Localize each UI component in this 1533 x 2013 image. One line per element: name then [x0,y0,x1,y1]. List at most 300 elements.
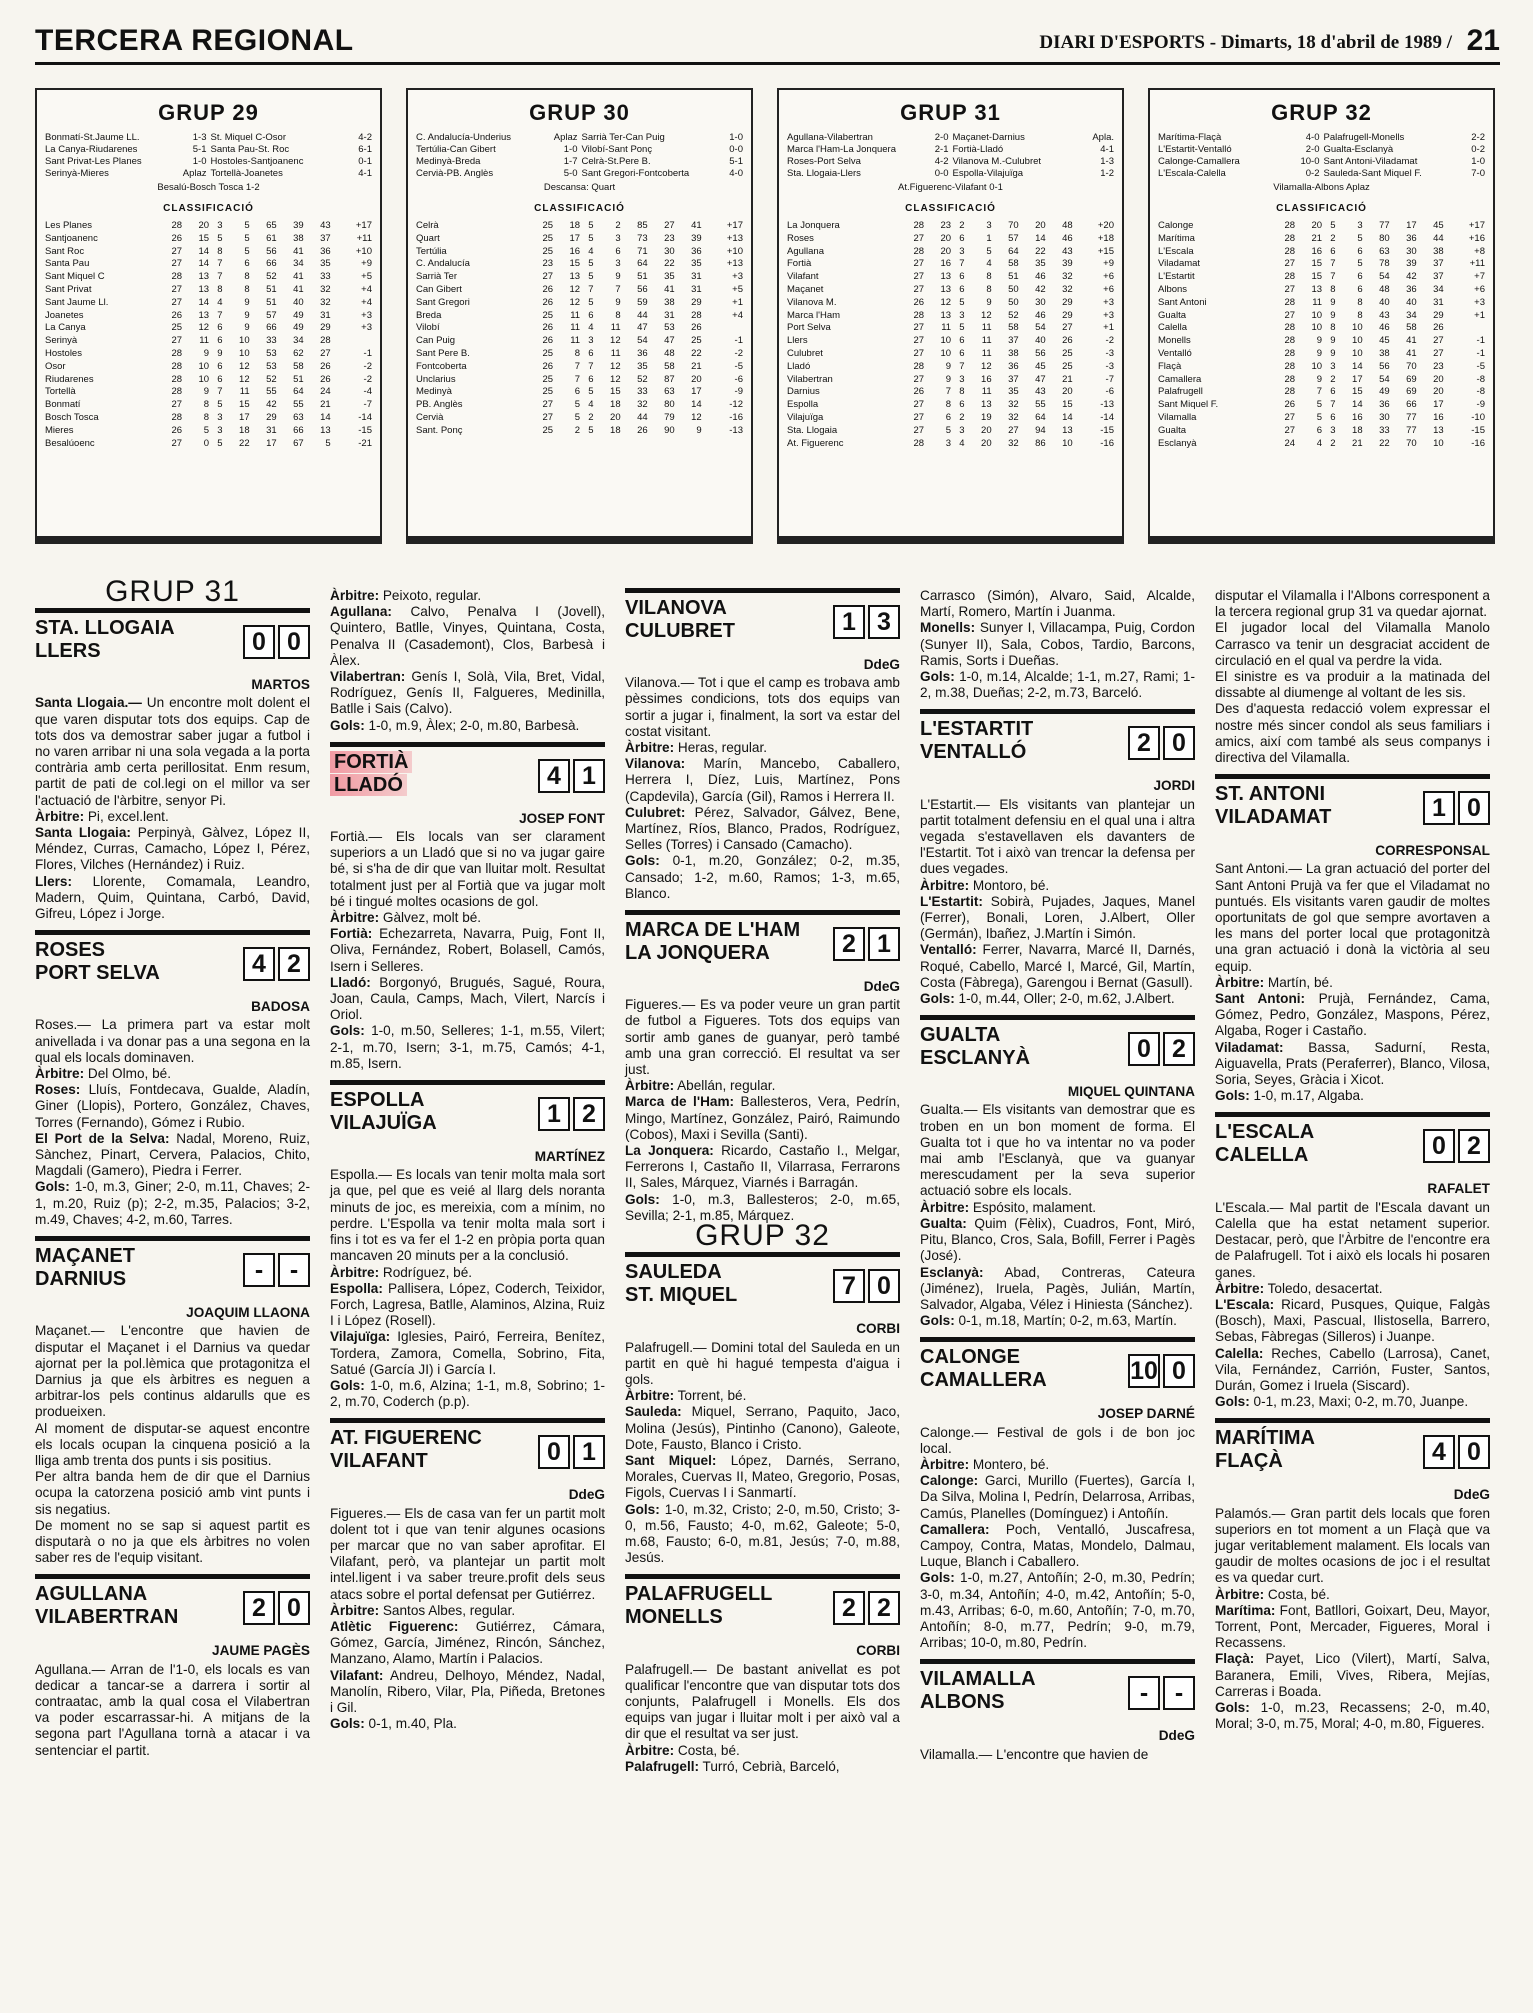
paragraph [330,910,605,926]
table-cell: 9 [203,347,210,359]
table-cell: 9 [217,347,223,359]
table-cell: 6 [959,399,965,411]
table-cell: 20 [940,232,952,244]
paragraph [920,588,1195,620]
article-continuation [330,588,605,734]
table-row [45,348,372,361]
paragraph [920,1425,1195,1457]
byline: MARTÍNEZ [534,1149,605,1165]
table-cell: 57 [1008,232,1019,244]
table-cell: 27 [171,283,183,295]
table-cell: 21 [691,360,702,372]
paragraph-lead: Gols: [920,1570,955,1586]
score-digit: 2 [1458,1129,1490,1163]
byline: DdeG [863,979,900,995]
paragraph-text: Lluís, Fontdecava, Gualde, Aladín, Giner (Llopis), Portero, González, Chaves, Torres (Fernando), Gómez i Rubio. [35,1082,310,1130]
result-cell: 4-1 [358,168,372,179]
paragraph-text: Font, Batllori, Goixart, Deu, Mayor, Torrent, Pont, Mercader, Figueres, Moral i Recassens. [1215,1602,1490,1651]
match-report [35,608,310,922]
table-cell: 27 [913,322,925,334]
box-underline [408,536,751,542]
table-row [45,438,372,451]
byline: JAUME PAGÈS [212,1643,310,1659]
table-cell: 61 [266,232,277,244]
table-cell: 26 [913,296,925,308]
table-cell: La Canya [45,322,86,334]
table-row [416,271,743,284]
article-continuation [920,588,1195,701]
result-cell: 0-1 [358,156,372,167]
table-cell: 3 [959,424,965,436]
paragraph [625,1388,900,1404]
paragraph [1215,588,1490,620]
paragraph [330,669,605,718]
table-cell: 7 [217,309,223,321]
table-cell: 27 [542,399,554,411]
table-cell: 25 [691,335,702,347]
table-cell: 4 [588,245,594,257]
score-digit: 1 [833,605,865,639]
result-cell: 5-1 [192,144,207,155]
table-cell: 38 [1379,347,1390,359]
table-cell: 77 [1406,424,1417,436]
table-cell: 56 [1379,360,1390,372]
table-cell: 14 [691,399,702,411]
table-cell: -16 [1100,437,1114,449]
paragraph [35,1131,310,1180]
score-box [833,1269,900,1303]
table-cell: -4 [363,386,372,398]
article-continuation [1215,588,1490,766]
paragraph [920,1570,1195,1651]
table-cell: 63 [664,386,675,398]
table-cell: At. Figuerenc [787,437,844,449]
table-cell: 5 [203,424,210,436]
paragraph [1215,701,1490,766]
paragraph [330,1378,605,1410]
paragraph [920,1200,1195,1216]
result-cell: 0-0 [934,168,949,179]
table-cell: 20 [610,411,621,423]
result-cell: Aplaz [553,132,578,143]
team-name: L'ESCALA [1215,1121,1315,1144]
table-cell: 27 [171,335,183,347]
table-cell: 16 [981,373,992,385]
table-cell: 17 [569,232,581,244]
table-cell: -9 [1476,399,1485,411]
table-cell: 9 [986,296,992,308]
table-row [45,258,372,271]
masthead [35,22,1500,65]
table-cell: 13 [981,399,992,411]
group-title: GRUP 32 [1271,100,1372,125]
table-cell: -9 [734,386,743,398]
table-cell: 25 [542,245,554,257]
paragraph-text: 1-0, m.17, Algaba. [1249,1088,1364,1104]
table-cell: 14 [198,258,210,270]
table-cell: 28 [1284,220,1296,231]
paragraph [920,1102,1195,1199]
table-cell: 28 [1284,322,1296,334]
table-row [787,399,1114,412]
table-cell: 36 [691,245,702,257]
table-cell: 36 [1379,399,1390,411]
table-cell: 25 [171,322,183,334]
table-cell: 10 [1311,322,1323,334]
paragraph [920,1313,1195,1329]
match-header [920,1015,1195,1082]
table-cell: 52 [266,373,277,385]
table-cell: 23 [542,258,554,270]
paragraph [920,669,1195,701]
paragraph-lead: Flaçà: [1215,1651,1255,1667]
table-cell: 27 [913,399,925,411]
score-digit: 4 [538,759,570,793]
table-cell: 5 [1357,232,1363,244]
table-row [45,297,372,310]
table-cell: 66 [293,424,304,436]
table-cell: 27 [1284,309,1296,321]
paragraph [1215,1281,1490,1297]
paragraph-lead: Llers: [35,873,73,889]
table-cell: 26 [171,309,183,321]
paragraph [920,1473,1195,1522]
team-name: VENTALLÓ [920,741,1027,764]
table-cell: 17 [239,411,250,423]
paragraph-text: Fortià.— Els locals van ser clarament superiors a un Lladó que si no va jugar gaire bé, si s'ha de dir que van lluitar molt. Resultat totalment just per al Fortià que va jugar molt bé i tingué moltes ocasions de gol. [330,829,605,909]
table-cell: 46 [1062,232,1073,244]
table-cell: 26 [691,322,702,334]
table-cell: 18 [569,220,581,231]
result-cell: Sant Antoni-Viladamat [1323,156,1418,167]
paragraph-lead: Gols: [330,1377,365,1393]
table-cell: 13 [940,309,952,321]
table-cell: 20 [940,245,952,257]
table-row [416,310,743,323]
table-cell: +3 [1103,309,1114,321]
byline: JOSEP FONT [519,810,605,826]
table-cell: 47 [1035,373,1046,385]
table-cell: 7 [615,283,621,295]
paragraph-text: Ricard, Pusques, Quique, Falgàs (Bosch), Maxi, Pascual, Ilistosella, Barrero, Sebas, Fàbregas (Silleros) i Juanpe. [1215,1296,1490,1345]
table-cell: 11 [610,347,621,359]
table-cell: Roses [787,232,814,244]
table-cell: -10 [1471,411,1485,423]
table-cell: 5 [244,220,250,231]
paragraph-lead: Àrbitre: [625,1388,675,1404]
paragraph [625,1453,900,1502]
paragraph [625,1662,900,1743]
score-box [1423,791,1490,825]
table-cell: 29 [320,322,331,334]
table-row [416,399,743,412]
paragraph [330,1265,605,1281]
table-cell: 6 [959,347,965,359]
table-cell: 18 [610,399,621,411]
result-cell: 2-0 [934,132,949,143]
score-box [1128,1032,1195,1066]
table-cell: 11 [610,322,621,334]
table-cell: 27 [171,437,183,449]
result-cell: Sant Gregori-Fontcoberta [581,168,690,179]
group-heading: GRUP 32 [695,1219,830,1253]
result-cell: La Canya-Riudarenes [45,144,138,155]
table-cell: 35 [691,258,702,270]
table-cell: 39 [293,220,304,231]
table-cell: 48 [1379,283,1390,295]
table-cell: -5 [1476,360,1485,372]
paragraph-text: Pallisera, López, Coderch, Teixidor, Forch, Lagresa, Batlle, Alaminos, Alzina, Ruiz I i López (Rosell). [330,1280,605,1329]
team-name: VILANOVA [625,597,727,619]
table-cell: -5 [734,360,743,372]
paragraph-lead: Àrbitre: [330,1602,380,1618]
paragraph [1215,1587,1490,1603]
table-cell: C. Andalucía [416,258,470,270]
table-cell: 85 [637,220,648,231]
table-cell: Hostoles [45,347,82,359]
table-cell: Marca l'Ham [787,309,841,321]
match-header [35,930,310,997]
paragraph-text: Un encontre molt dolent el que varen disputar tots dos equips. Cap de tots dos va demostrar saber jugar a futbol i no varen arribar ni una sola vegada a la porta contrària amb certa perillositat. Enm resum, partit de pati de col.legi on el millor va ser l'actuació de l'àrbitre, senyor Pi. [35,695,311,808]
table-cell: 5 [588,258,594,270]
table-cell: 13 [198,271,210,283]
table-cell: 22 [239,437,250,449]
table-cell: 47 [664,335,675,347]
table-cell: 26 [171,424,183,436]
table-cell: 43 [1035,386,1046,398]
score-digit: 3 [868,605,900,639]
paragraph-text: Garci, Murillo (Fuertes), García I, Da Silva, Molina I, Pedrín, Delarrosa, Arribas, Camús, Planelles (Domínguez) i Antoñín. [920,1473,1195,1521]
paragraph-text: Pi, excel.lent. [84,808,169,824]
table-cell: 41 [664,283,675,295]
table-cell: Vilanova M. [787,296,837,308]
table-cell: +7 [1474,271,1485,283]
table-cell: 14 [1035,232,1046,244]
paragraph-lead: Sauleda: [625,1404,682,1420]
table-cell: 5 [1357,258,1363,270]
table-cell: 7 [217,271,223,283]
result-cell: 4-0 [729,168,743,179]
result-cell: 1-7 [563,156,578,167]
table-cell: 20 [1433,386,1444,398]
byline: DdeG [1158,1728,1195,1744]
score-digit: 10 [1128,1354,1160,1388]
result-cell: 4-2 [934,156,949,167]
table-cell: 14 [1352,360,1363,372]
table-row [45,412,372,425]
score-digit: 0 [1458,791,1490,825]
paragraph [35,1469,310,1518]
classification-table [45,220,372,450]
result-cell: Marítima-Flaçà [1158,132,1222,143]
paragraph [1215,1651,1490,1700]
result-cell: 4-1 [1100,144,1114,155]
table-cell: 14 [1352,399,1363,411]
table-cell: 37 [1433,258,1444,270]
page-number: 21 [1466,24,1500,57]
table-cell: 12 [981,360,992,372]
paragraph-text: Pérez, Salvador, Gálvez, Bene, Martínez, Ríos, Blanco, Prados, Rodríguez, Selles (Torres) i Cansado (Camacho). [625,804,900,853]
table-cell: 58 [1406,322,1417,334]
table-cell: -2 [363,373,372,385]
result-cell: Maçanet-Darnius [952,132,1025,143]
table-cell: 28 [913,309,925,321]
table-cell: 38 [1433,245,1444,257]
table-cell: 28 [1284,373,1296,385]
table-cell: -15 [1100,424,1114,436]
group-heading: GRUP 31 [105,575,240,608]
table-cell: 33 [1379,424,1390,436]
score-digit: 1 [1423,791,1455,825]
team-name: CULUBRET [625,620,735,642]
table-cell: 22 [691,347,702,359]
match-report [920,1659,1195,1762]
table-cell: 31 [691,271,702,283]
table-cell: 27 [913,283,925,295]
table-cell: 71 [637,245,648,257]
paragraph [330,718,605,734]
score-box [1128,1676,1195,1710]
table-cell: 3 [945,437,952,449]
table-cell [702,322,743,335]
table-cell: Camallera [1158,373,1202,385]
table-cell: 80 [1379,232,1390,244]
table-row [45,233,372,246]
table-cell: 63 [293,411,304,423]
table-cell: 5 [945,424,952,436]
result-cell: 1-0 [192,156,207,167]
paragraph [625,997,900,1078]
table-cell: 13 [569,271,581,283]
paragraph [330,975,605,1024]
table-cell: +9 [361,258,372,270]
table-cell: 69 [1406,373,1417,385]
paragraph [35,1017,310,1066]
table-cell: 25 [542,424,554,436]
table-cell: 54 [1379,373,1390,385]
paragraph-lead: Sant Miquel: [625,1452,717,1468]
table-cell: 34 [1406,309,1417,321]
table-cell: 32 [320,296,331,308]
score-digit: 2 [1128,726,1160,760]
table-cell: Can Puig [416,335,456,347]
table-cell: 6 [1330,386,1336,398]
score-box [1423,1435,1490,1469]
table-row [787,335,1114,348]
table-cell: -1 [1476,335,1485,347]
score-digit: 0 [1128,1032,1160,1066]
result-cell: St. Miquel C-Osor [210,132,286,143]
table-cell: 27 [1062,322,1073,334]
score-digit: 0 [278,1591,310,1625]
paragraph-lead: Àrbitre: [330,1264,380,1280]
table-cell: 3 [959,309,965,321]
table-cell [331,335,372,348]
table-cell: 3 [615,258,621,270]
paragraph [330,1668,605,1717]
paragraph [920,878,1195,894]
table-cell: 39 [1406,258,1417,270]
table-cell: 23 [1433,360,1444,372]
paragraph-text: Costa, bé. [1264,1586,1330,1602]
table-cell: 27 [542,411,554,423]
table-cell: Agullana [787,245,824,257]
table-cell: -15 [1471,424,1485,436]
table-cell: 8 [574,347,581,359]
table-row [787,374,1114,387]
table-cell: 27 [1284,258,1296,270]
table-row [416,425,743,438]
paragraph-lead: Gols: [1215,1699,1250,1715]
table-cell: 34 [293,258,304,270]
table-row [787,297,1114,310]
table-cell: 33 [320,271,331,283]
table-cell: Flaçà [1158,360,1182,372]
result-cell: 0-0 [729,144,743,155]
paragraph [35,1066,310,1082]
team-name: VILAJUÏGA [330,1112,437,1135]
table-cell: 10 [1352,347,1363,359]
paragraph-lead: Gols: [35,1179,70,1195]
paragraph-lead: Camallera: [920,1521,990,1537]
table-cell: 41 [1406,347,1417,359]
table-cell: 29 [266,411,277,423]
score-box [538,1097,605,1131]
table-cell: 9 [1330,335,1336,347]
table-cell: 28 [1284,360,1296,372]
table-cell: Sarrià Ter [416,271,458,283]
team-name: ST. ANTONI [1215,783,1326,806]
table-cell: 6 [959,271,965,283]
table-cell: 66 [1406,399,1417,411]
paragraph-text: Des d'aquesta redacció volem expressar el nostre més sincer condol als seus familiars i amics, així com també als seus companys i directiva del Vilamalla. [1215,701,1490,766]
score-digit: 4 [1423,1435,1455,1469]
table-cell: 31 [691,283,702,295]
paragraph-lead: Gols: [625,1501,660,1517]
table-cell: Vilamalla [1158,411,1197,423]
byline: DdeG [863,657,900,672]
standings-box [406,88,753,544]
table-cell: +1 [732,296,743,308]
paragraph [920,1522,1195,1571]
paragraph-lead: Marca de l'Ham: [625,1094,735,1110]
table-cell: Culubret [787,347,823,359]
table-cell: 28 [913,437,925,449]
match-report [920,1015,1195,1329]
table-cell: 8 [203,411,210,423]
table-cell: 52 [637,373,648,385]
paragraph-text: Roses.— La primera part va estar molt anivellada i va donar pas a una segona en la qual els locals dominaven. [35,1017,310,1065]
table-row [787,284,1114,297]
paragraph-text: Vilamalla.— L'encontre que havien de [920,1746,1149,1762]
team-name: STA. LLOGAIA [35,617,175,640]
paragraph-lead: Vilajuïga: [330,1329,391,1345]
table-cell: 27 [1008,424,1019,436]
table-cell: 27 [913,258,925,270]
score-digit: 0 [1163,726,1195,760]
table-row [787,258,1114,271]
table-cell: 70 [1406,360,1417,372]
table-cell: 3 [959,245,965,257]
table-cell: 8 [217,245,223,257]
paragraph-text: Bassa, Sadurní, Resta, Aiguavella, Prats (Peraferrer), Blanco, Vilosa, Soria, Seyes, Gràcia i Xicot. [1215,1039,1490,1088]
team-name: DARNIUS [35,1268,127,1291]
paragraph-lead: Gols: [920,1313,955,1329]
table-cell: 77 [1379,220,1390,231]
table-row [1158,220,1485,233]
table-cell: 17 [1406,220,1417,231]
table-cell: 14 [198,296,210,308]
